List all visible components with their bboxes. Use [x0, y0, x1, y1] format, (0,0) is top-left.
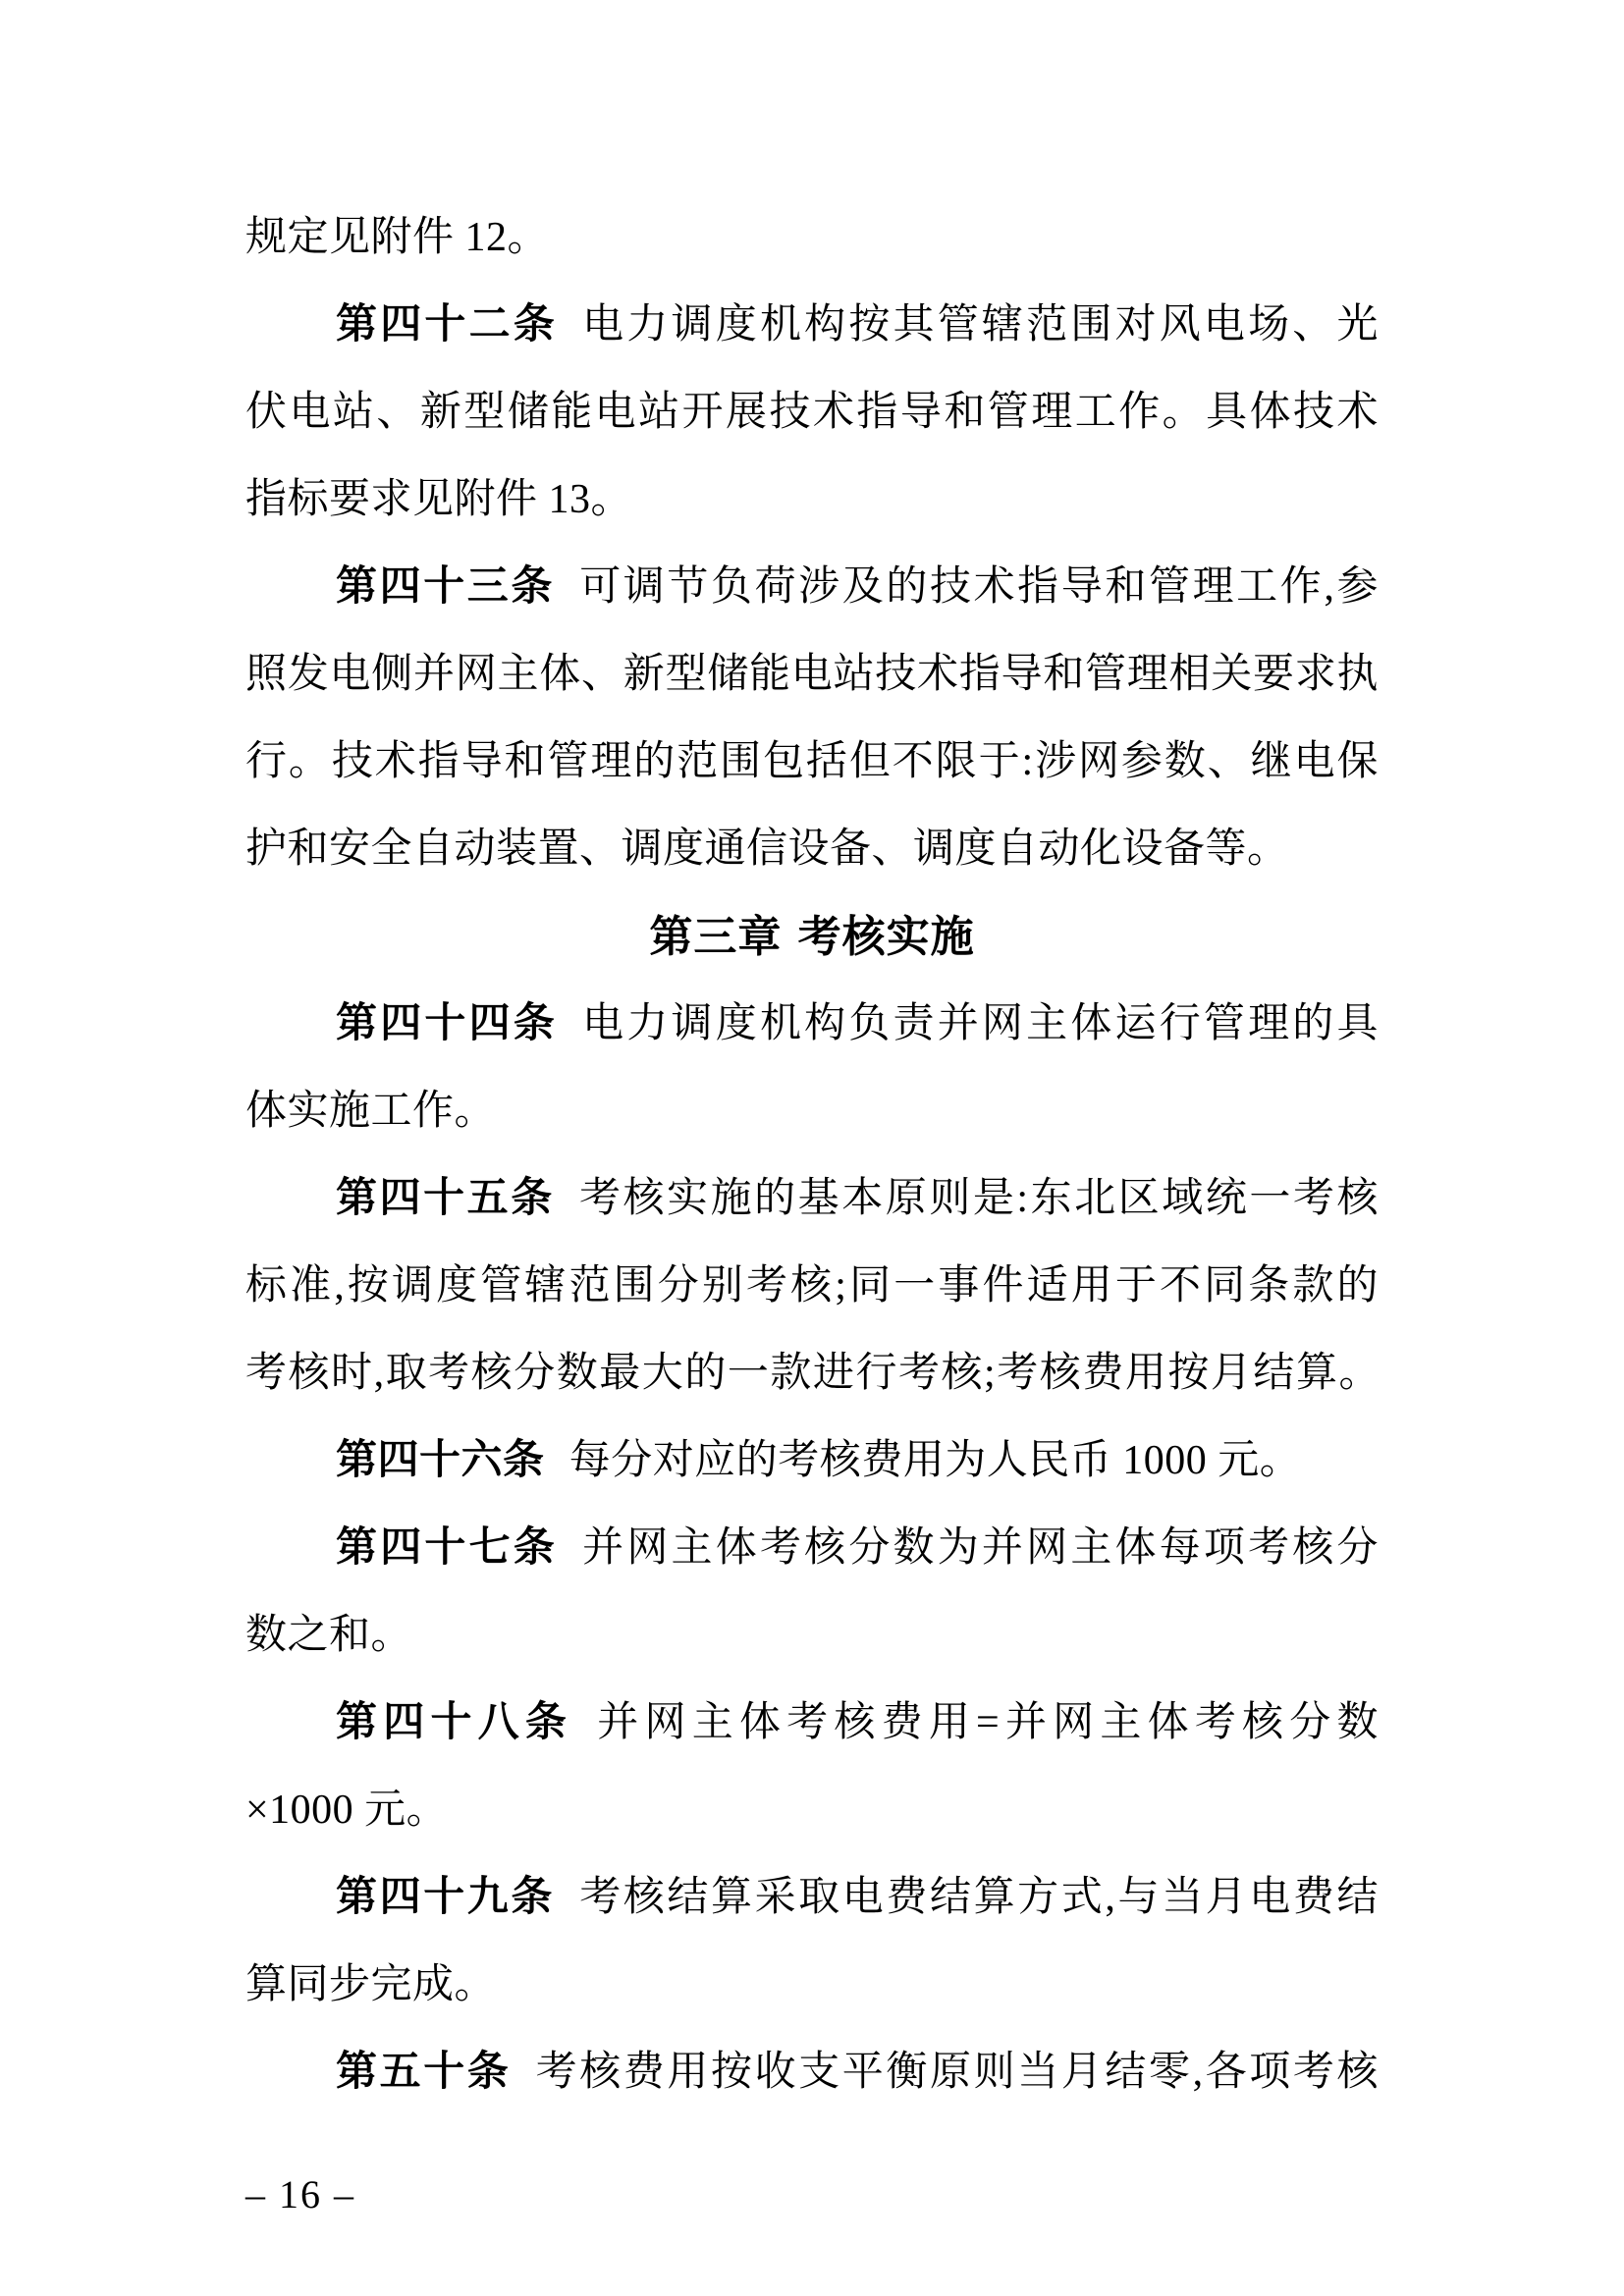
article-number: 第四十六条 — [336, 1438, 545, 1483]
text-line — [245, 631, 1379, 719]
text-line — [245, 1854, 1379, 1942]
line-text: 考核费用按收支平衡原则当月结零,各项考核 — [535, 2050, 1379, 2095]
text-line — [245, 1505, 1379, 1592]
article-number: 第四十四条 — [336, 1001, 558, 1046]
article-number: 第四十七条 — [336, 1525, 558, 1571]
line-text: 指标要求见附件 13。 — [245, 477, 633, 522]
article-number: 第四十三条 — [336, 564, 555, 610]
line-text: 电力调度机构负责并网主体运行管理的具 — [582, 1001, 1379, 1046]
line-text: 护和安全自动装置、调度通信设备、调度自动化设备等。 — [245, 827, 1289, 872]
line-text: 数之和。 — [245, 1613, 413, 1658]
line-text: 伏电站、新型储能电站开展技术指导和管理工作。具体技术 — [245, 390, 1379, 435]
text-line — [245, 456, 1379, 544]
line-text: 电力调度机构按其管辖范围对风电场、光 — [582, 302, 1379, 347]
text-line — [245, 369, 1379, 456]
line-text: 每分对应的考核费用为人民币 1000 元。 — [568, 1438, 1302, 1483]
article-number: 第四十二条 — [336, 302, 558, 347]
chapter-heading-text: 第三章 考核实施 — [649, 912, 975, 962]
article-number: 第五十条 — [336, 2050, 512, 2095]
text-line — [245, 1330, 1379, 1417]
page-number: – 16 – — [245, 2172, 355, 2216]
line-text: 规定见附件 12。 — [245, 215, 550, 260]
line-text: 考核实施的基本原则是:东北区域统一考核 — [578, 1176, 1379, 1221]
line-text: 标准,按调度管辖范围分别考核;同一事件适用于不同条款的 — [245, 1263, 1379, 1308]
article-number: 第四十五条 — [336, 1176, 555, 1221]
text-line — [245, 1942, 1379, 2029]
text-line — [245, 1417, 1379, 1505]
line-text: 可调节负荷涉及的技术指导和管理工作,参 — [579, 564, 1379, 610]
line-text: 体实施工作。 — [245, 1089, 497, 1134]
text-line — [245, 282, 1379, 369]
text-line — [245, 1592, 1379, 1680]
line-text: 照发电侧并网主体、新型储能电站技术指导和管理相关要求执 — [245, 652, 1379, 697]
line-text: 并网主体考核费用=并网主体考核分数 — [597, 1700, 1379, 1745]
text-line — [245, 1155, 1379, 1243]
line-text: 行。技术指导和管理的范围包括但不限于:涉网参数、继电保 — [245, 739, 1379, 784]
text-line — [245, 1243, 1379, 1330]
chapter-heading — [245, 893, 1379, 981]
article-number: 第四十八条 — [336, 1700, 573, 1745]
line-text: 算同步完成。 — [245, 1962, 497, 2007]
text-line — [245, 719, 1379, 806]
document-body — [245, 194, 1379, 2116]
line-text: 考核时,取考核分数最大的一款进行考核;考核费用按月结算。 — [245, 1351, 1379, 1396]
text-line — [245, 1767, 1379, 1854]
line-text: ×1000 元。 — [245, 1788, 449, 1833]
text-line — [245, 194, 1379, 282]
text-line — [245, 544, 1379, 631]
text-line — [245, 1680, 1379, 1767]
text-line — [245, 981, 1379, 1068]
line-text: 并网主体考核分数为并网主体每项考核分 — [582, 1525, 1379, 1571]
text-line — [245, 1068, 1379, 1155]
text-line — [245, 2029, 1379, 2116]
text-line — [245, 806, 1379, 893]
line-text: 考核结算采取电费结算方式,与当月电费结 — [579, 1875, 1379, 1920]
article-number: 第四十九条 — [336, 1875, 555, 1920]
